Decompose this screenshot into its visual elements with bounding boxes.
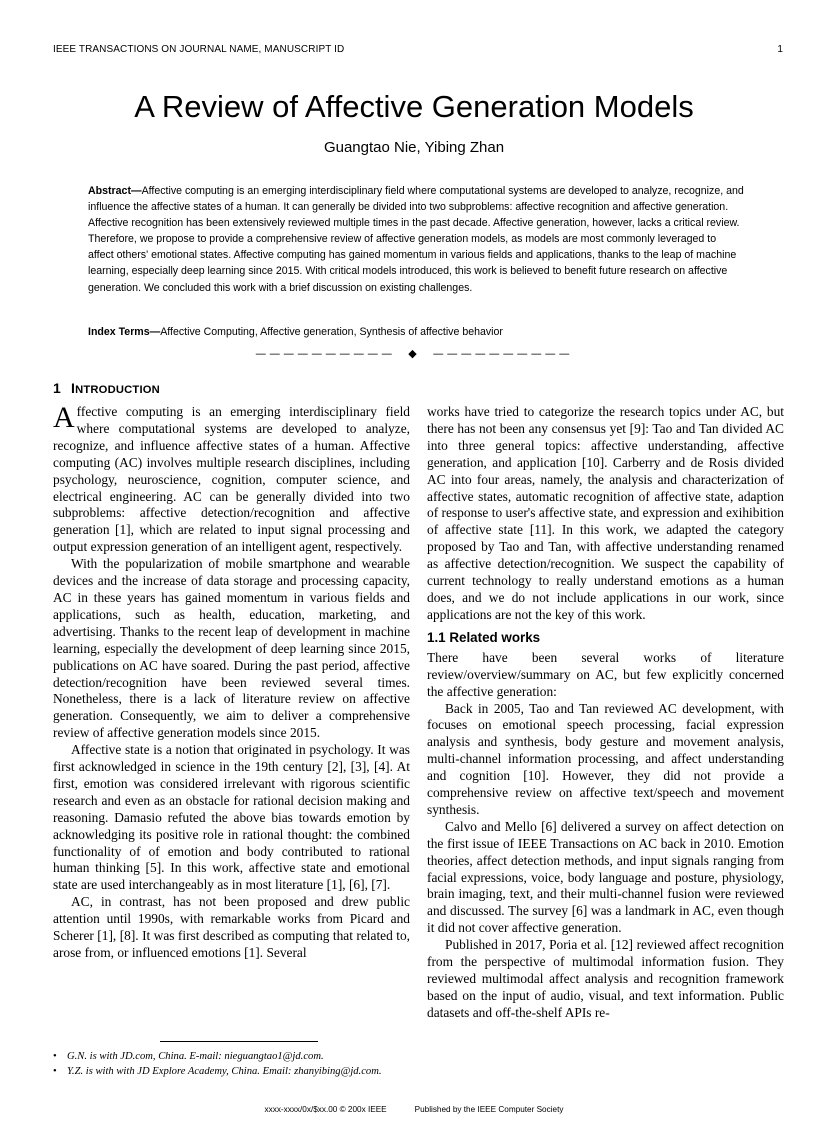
abstract — [88, 183, 744, 296]
paper-title: A Review of Affective Generation Models — [134, 89, 694, 124]
left-column — [53, 401, 410, 962]
section-heading-introduction — [53, 380, 160, 396]
footnote-text: G.N. is with JD.com, China. E-mail: nieguangtao1@jd.com. — [67, 1051, 324, 1062]
related-paragraph-1: There have been several works of literature review/overview/summary on AC, but few explicitly concerned the affective generation: — [427, 649, 784, 699]
abstract-dash: — — [130, 185, 142, 197]
footnote-item — [53, 1049, 423, 1064]
related-paragraph-3: Calvo and Mello [6] delivered a survey on affect detection on the first issue of IEEE Transactions on AC back in 2010. Emotion theories, affect detection methods, and input signals ranging from facial expressions, voice, body language and posture, physiology, brain imaging, text, and their multi-channel fusion were reviewed and discussed. The survey [6] was a landmark in AC, even though it did not cover affective generation. — [427, 818, 784, 936]
section-separator: —————————— ◆ —————————— — [255, 347, 573, 360]
related-paragraph-4: Published in 2017, Poria et al. [12] reviewed affect recognition from the perspective of multimodal information fusion. They reviewed multimodal affect analysis and recognition framework based on the input of audio, visual, and text information. Public datasets and off-the-shelf APIs re- — [427, 937, 784, 1020]
intro-paragraph-3: Affective state is a notion that originated in psychology. It was first acknowledged in science in the 19th century [2], [3], [4]. At first, emotion was considered irrelevant with rigorous scientific research and even as an obstacle for rational decision making and reasoning. Damasio refuted the above bias towards emotion by acknowledging its positive role in rational thought: the combined functionality of of emotion and body contributed to rational human thinking [5]. In this work, affective state and emotional state are used interchangeably as in most literature [1], [6], [7]. — [53, 742, 410, 893]
section-title-rest: NTRODUCTION — [75, 384, 160, 396]
subsection-heading-related-works: 1.1 Related works — [427, 629, 541, 645]
index-terms-dash: — — [149, 326, 161, 338]
page-footer — [0, 1105, 828, 1114]
footnote-item — [53, 1064, 423, 1079]
abstract-label: Abstract — [88, 185, 131, 197]
index-terms-text: Affective Computing, Affective generation, Synthesis of affective behavior — [160, 326, 503, 338]
copyright-code: xxxx-xxxx/0x/$xx.00 © 200x IEEE — [264, 1105, 387, 1114]
paper-authors: Guangtao Nie, Yibing Zhan — [323, 139, 505, 156]
footnote-text: Y.Z. is with with JD Explore Academy, China. Email: zhanyibing@jd.com. — [67, 1066, 382, 1077]
footnote-rule — [160, 1041, 318, 1042]
section-number: 1 — [53, 380, 61, 396]
index-terms — [88, 324, 744, 340]
right-column — [427, 404, 784, 1022]
intro-paragraph-1-text: ffective computing is an emerging interdisciplinary field where computational systems are developed to analyze, recognize, and influence affective states of a human. Affective computing (AC) involves multiple research disciplines, including psychology, neuroscience, cognition, computer science, and electrical engineering. AC can be generally divided into two subproblems: affective detection/recognition and affective generation [1], which are related to input signal processing and output expression generation of an intelligent agent, respectively. — [53, 404, 410, 555]
related-paragraph-2: Back in 2005, Tao and Tan reviewed AC development, with focuses on emotional speech processing, facial expression analysis and synthesis, body gesture and movement analysis, multi-channel information processing, and affect understanding and cognition [10]. However, they did not provide a comprehensive review on affective text/speech and movement synthesis. — [427, 700, 784, 817]
footnotes — [53, 1049, 423, 1079]
intro-paragraph-1 — [53, 401, 410, 556]
footnote-bullet: • — [53, 1051, 57, 1062]
running-head — [53, 44, 783, 55]
section-title-initial: I — [71, 380, 76, 396]
journal-name: IEEE TRANSACTIONS ON JOURNAL NAME, MANUSCRIPT ID — [53, 44, 345, 55]
index-terms-label: Index Terms — [88, 326, 150, 338]
drop-cap: A — [53, 401, 75, 434]
intro-paragraph-5: works have tried to categorize the research topics under AC, but there has not been any consensus yet [9]: Tao and Tan divided AC into three general topics: affective understanding, affective generation, and application [10]. Carberry and de Rosis divided AC into four areas, namely, the analysis and characterization of affective states, automatic recognition of affective state, adaption of response to user's affective state, and expression and exihibition of affective state [11]. In this work, we adapted the category proposed by Tao and Tan, with affective understanding renamed as affective detection/recognition. We suspect the capability of current technology to really understand emotions as a human does, and we do not include applications in our work, since applications are not the key of this work. — [427, 404, 784, 622]
page-number: 1 — [777, 44, 783, 55]
intro-paragraph-2: With the popularization of mobile smartphone and wearable devices and the increase of data storage and processing capacity, AC in these years has gained momentum in various fields and applications, such as health, education, marketing, and advertising. Thanks to the recent leap of development in machine learning, especially the development of deep learning since 2015, publications on AC have soared. During the past period, affective detection/recognition have been reviewed several times. Nonetheless, there is a lack of literature review on affective generation. Consequently, we aim to deliver a comprehensive review of affective generation models since 2015. — [53, 556, 410, 741]
publisher-line: Published by the IEEE Computer Society — [414, 1105, 564, 1114]
abstract-text: Affective computing is an emerging interdisciplinary field where computational systems are developed to analyze, recognize, and influence the affective states of a human. It can generally be divided into two subproblems: affective recognition and affective generation. Affective recognition has been extensively reviewed multiple times in the past decade. Affective generation, however, lacks a critical review. Therefore, we propose to provide a comprehensive review of affective generation models, as models are most commonly leveraged to affect others' emotional states. Affective computing has gained momentum in various fields and applications, thanks to the leap of machine learning, especially deep learning since 2015. With critical models introduced, this work is believed to benefit future research on affective generation. We concluded this work with a brief discussion on existing challenges. — [88, 185, 744, 294]
footnote-bullet: • — [53, 1066, 57, 1077]
intro-paragraph-4: AC, in contrast, has not been proposed and drew public attention until 1990s, with remarkable works from Picard and Scherer [1], [8]. It was first described as computing that related to, arose from, or influenced emotions [1]. Several — [53, 894, 410, 960]
